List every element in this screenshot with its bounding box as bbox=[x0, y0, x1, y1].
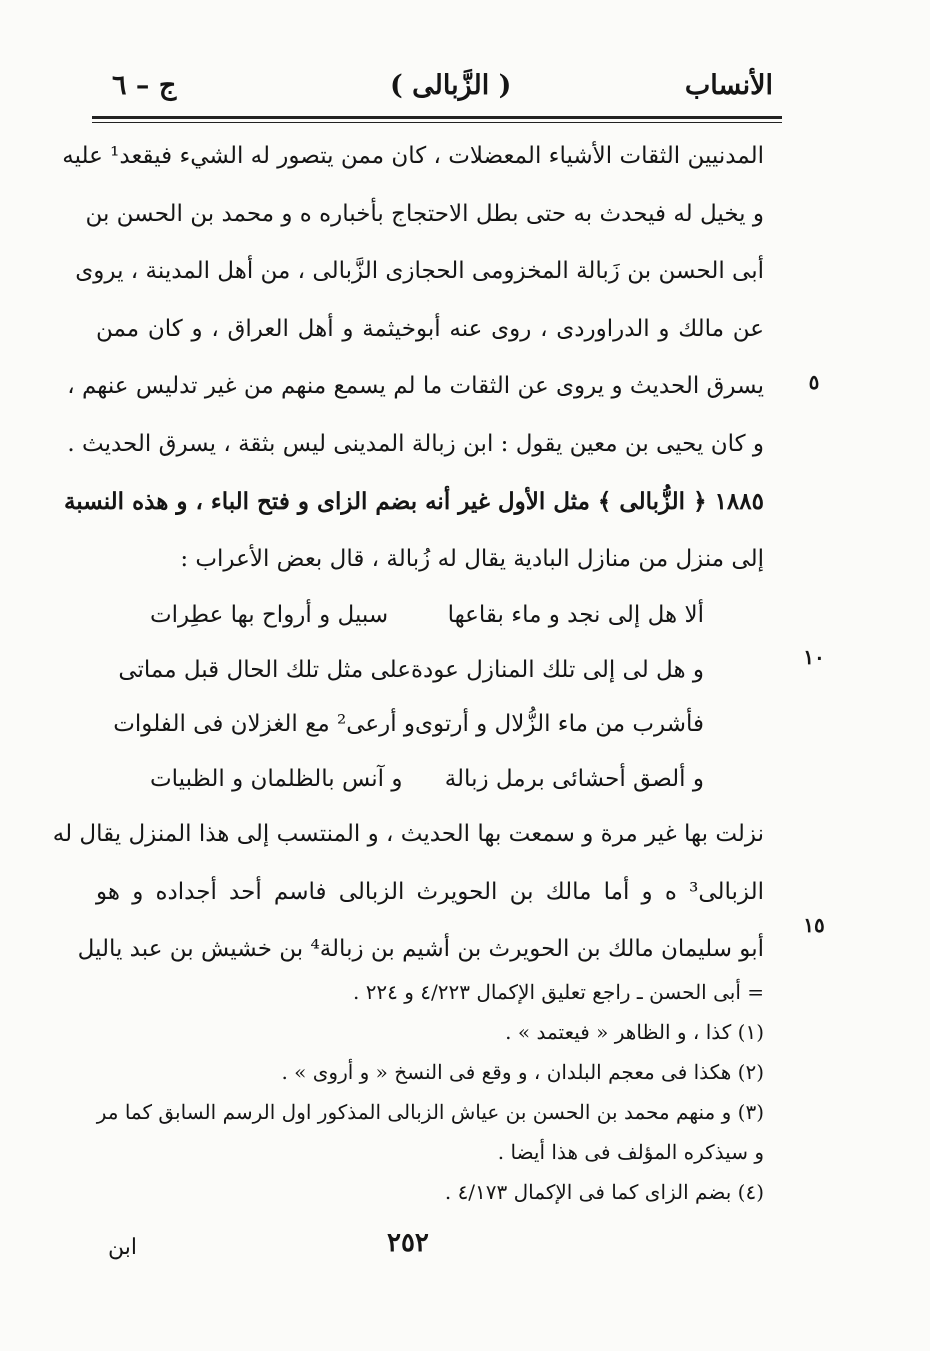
footnote-line: (١) كذا ، و الظاهر « فيعتمد » . bbox=[505, 1020, 764, 1044]
footnotes bbox=[96, 972, 764, 1212]
main-text bbox=[52, 128, 764, 979]
catchword: ابن bbox=[108, 1235, 137, 1260]
footnote-line: (٤) بضم الزاى كما فى الإكمال ٤/١٧٣ . bbox=[444, 1180, 764, 1204]
text-line: المدنيين الثقات الأشياء المعضلات ، كان ممن يتصور له الشيء فيقعد¹ عليه bbox=[62, 143, 764, 169]
running-head-entry: ( الزَّبالى ) bbox=[390, 70, 512, 101]
text-line: نزلت بها غير مرة و سمعت بها الحديث ، و المنتسب إلى هذا المنزل يقال له bbox=[52, 821, 764, 847]
text-line: و كان يحيى بن معين يقول : ابن زبالة المدينى ليس بثقة ، يسرق الحديث . bbox=[67, 430, 764, 457]
running-head-title: الأنساب bbox=[684, 70, 773, 101]
poem-verse bbox=[96, 643, 764, 698]
header-rule-thin bbox=[92, 122, 782, 123]
text-line: أبو سليمان مالك بن الحويرث بن أشيم بن زبالة⁴ بن خشيش بن عبد ياليل bbox=[77, 936, 764, 962]
text-line: أبى الحسن بن زَبالة المخزومى الحجازى الزَّبالى ، من أهل المدينة ، يروى bbox=[75, 258, 764, 284]
footnote-line: (٣) و منهم محمد بن الحسن بن عياش الزبالى المذكور اول الرسم السابق كما مر bbox=[96, 1100, 764, 1124]
header-rule bbox=[92, 116, 782, 119]
line-number-5: ٥ bbox=[808, 370, 820, 394]
line-number-10: ١٠ bbox=[803, 645, 825, 669]
poem-verse bbox=[96, 752, 764, 807]
poem-verse bbox=[96, 697, 764, 752]
verse-second-hemistich: و آنس بالظلمان و الظبيات bbox=[150, 765, 403, 792]
poem-verse bbox=[96, 588, 764, 643]
text-line: الزبالى³ ه و أما مالك بن الحويرث الزبالى فاسم أحد أجداده و هو bbox=[96, 878, 764, 905]
text-line: يسرق الحديث و يروى عن الثقات ما لم يسمع منهم من غير تدليس عنهم ، bbox=[67, 373, 764, 399]
text-line: عن مالك و الدراوردى ، روى عنه أبوخيثمة و أهل العراق ، و كان ممن bbox=[96, 315, 764, 342]
footnote-line: = أبى الحسن ـ راجع تعليق الإكمال ٤/٢٢٣ و ٢٢٤ . bbox=[352, 980, 764, 1004]
entry-heading-line: ١٨٨٥ ﴿ الزُّبالى ﴾ مثل الأول غير أنه بضم الزاى و فتح الباء ، و هذه النسبة bbox=[63, 488, 764, 515]
text-line: و يخيل له فيحدث به حتى بطل الاحتجاج بأخباره ه و محمد بن الحسن بن bbox=[85, 200, 764, 227]
verse-first-hemistich: ألا هل إلى نجد و ماء بقاعها bbox=[447, 602, 704, 628]
footnote-line: و سيذكره المؤلف فى هذا أيضا . bbox=[497, 1140, 764, 1164]
verse-second-hemistich: على مثل تلك الحال قبل مماتى bbox=[118, 656, 411, 683]
verse-second-hemistich: سبيل و أرواح بها عطِرات bbox=[150, 602, 389, 628]
verse-first-hemistich: و ألصق أحشائى برمل زبالة bbox=[444, 765, 704, 792]
verse-second-hemistich: و أرعى² مع الغزلان فى الفلوات bbox=[113, 711, 416, 737]
text-line: إلى منزل من منازل البادية يقال له زُبالة ، قال بعض الأعراب : bbox=[180, 545, 764, 572]
line-number-15: ١٥ bbox=[803, 913, 825, 937]
running-head-volume: ج – ٦ bbox=[112, 70, 177, 101]
page-number: ٢٥٢ bbox=[387, 1228, 429, 1258]
verse-first-hemistich: فأشرب من ماء الزُّلال و أرتوى bbox=[415, 711, 704, 737]
footnote-line: (٢) هكذا فى معجم البلدان ، و وقع فى النسخ « و أروى » . bbox=[281, 1060, 764, 1084]
verse-first-hemistich: و هل لى إلى تلك المنازل عودة bbox=[410, 656, 704, 683]
